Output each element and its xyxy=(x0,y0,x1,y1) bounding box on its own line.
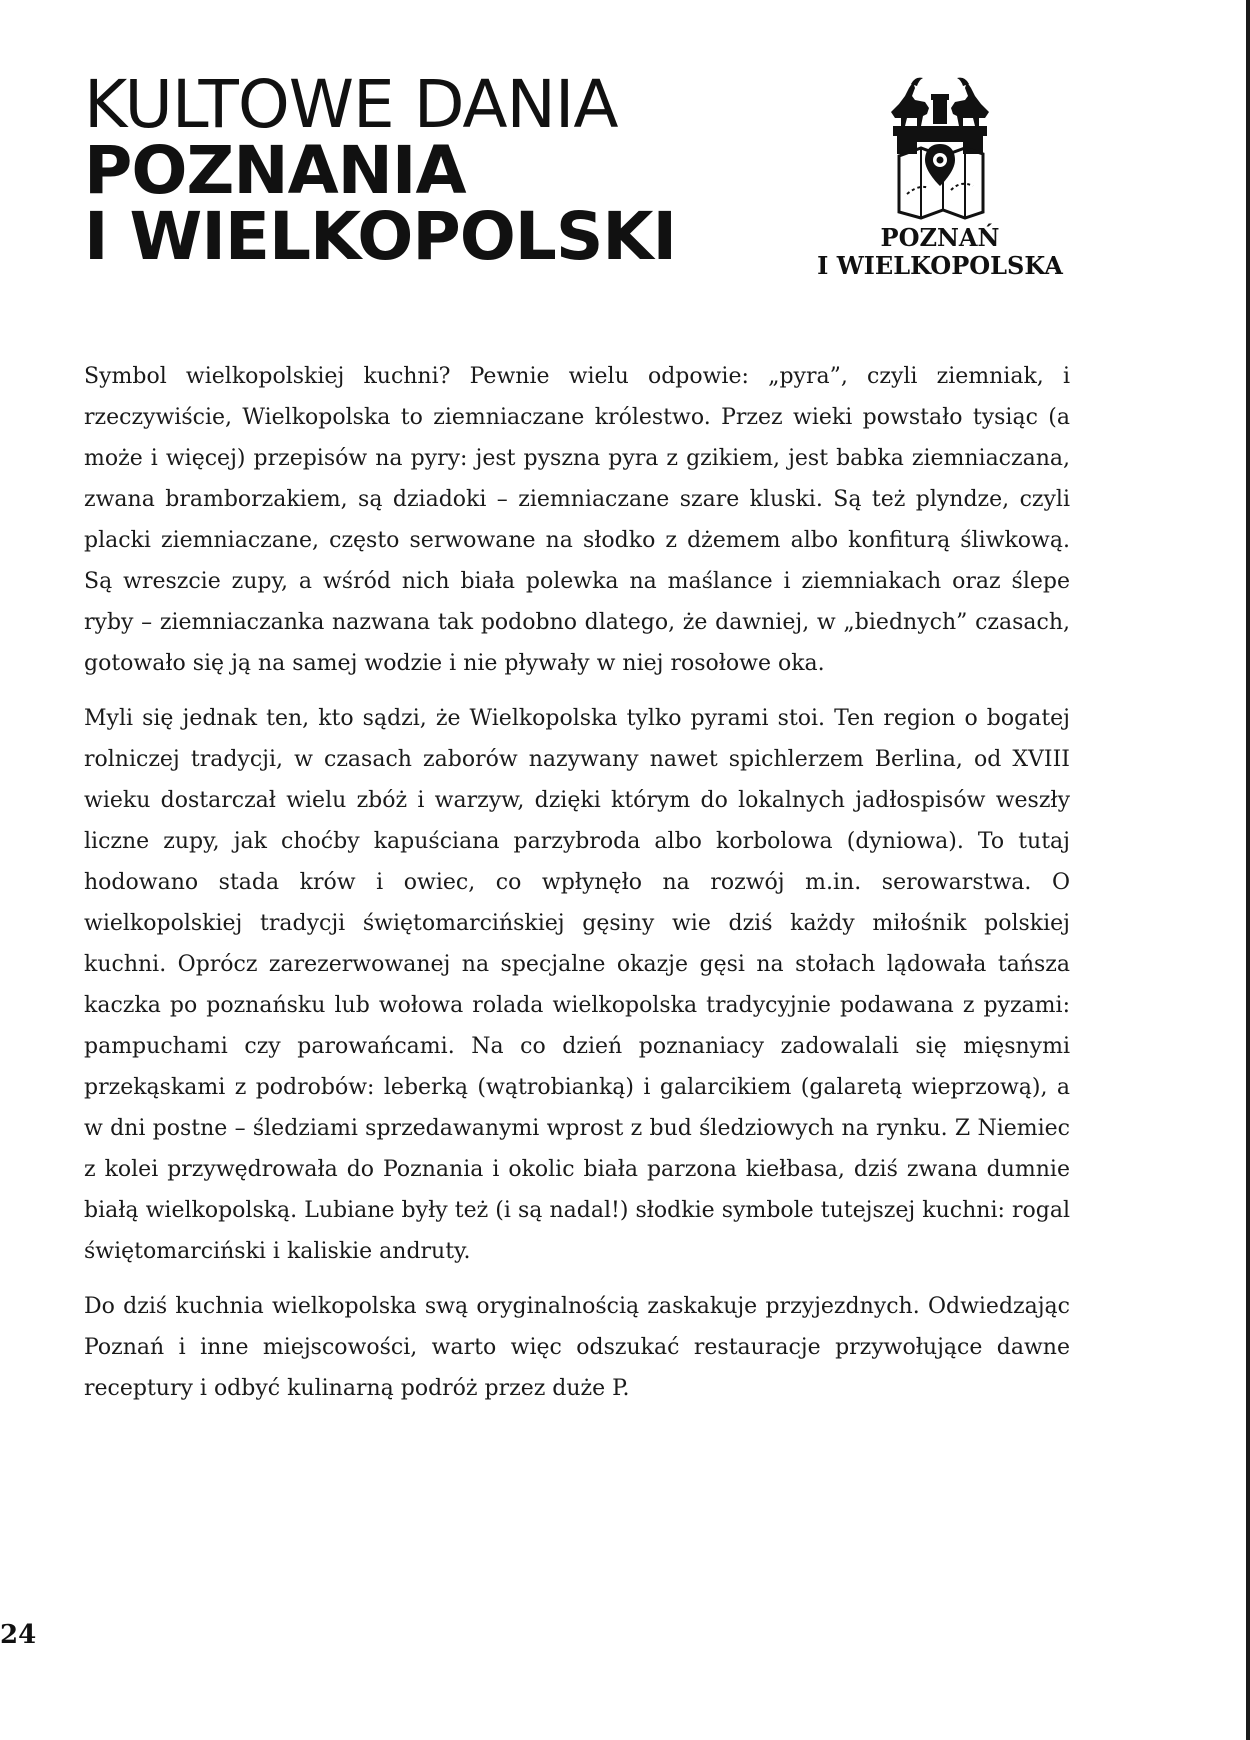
paragraph-1: Symbol wielkopolskiej kuchni? Pewnie wielu odpowie: „pyra”, czyli ziemniak, i rzeczywiście, Wielkopolska to ziemniaczane królestwo. Przez wieki powstało tysiąc (a może i więcej) przepisów na pyry: jest pyszna pyra z gzikiem, jest babka ziemniaczana, zwana bramborzakiem, są dziadoki – ziemniaczane szare kluski. Są też plyndze, czyli placki ziemniaczane, często serwowane na słodko z dżemem albo konfiturą śliwkową. Są wreszcie zupy, a wśród nich biała polewka na maślance i ziemniakach oraz ślepe ryby – ziemniaczanka nazwana tak podobno dlatego, że dawniej, w „biednych” czasach, gotowało się ją na samej wodzie i nie pływały w niej rosołowe oka. xyxy=(84,364,1070,676)
logo-text-line-1: POZNAŃ xyxy=(880,223,1000,252)
page-title xyxy=(84,66,704,275)
page-number: 24 xyxy=(0,1620,37,1650)
title-line-1: KULTOWE DANIA xyxy=(84,66,618,143)
logo-text-line-2: I WIELKOPOLSKA xyxy=(817,251,1063,280)
article-body xyxy=(84,356,1070,1423)
region-logo xyxy=(800,74,1080,294)
paragraph-3: Do dziś kuchnia wielkopolska swą oryginalnością zaskakuje przyjezdnych. Odwiedzając Poznań i inne miejscowości, warto więc odszukać restauracje przywołujące dawne receptury i odbyć kulinarną podróż przez duże P. xyxy=(84,1294,1070,1401)
paragraph-2: Myli się jednak ten, kto sądzi, że Wielkopolska tylko pyrami stoi. Ten region o bogatej rolniczej tradycji, w czasach zaborów nazywany nawet spichlerzem Berlina, od XVIII wieku dostarczał wielu zbóż i warzyw, dzięki którym do lokalnych jadłospisów weszły liczne zupy, jak choćby kapuściana parzybroda albo korbolowa (dyniowa). To tutaj hodowano stada krów i owiec, co wpłynęło na rozwój m.in. serowarstwa. O wielkopolskiej tradycji świętomarcińskiej gęsiny wie dziś każdy miłośnik polskiej kuchni. Oprócz zarezerwowanej na specjalne okazje gęsi na stołach lądowała tańsza kaczka po poznańsku lub wołowa rolada wielkopolska tradycyjnie podawana z pyzami: pampuchami czy parowańcami. Na co dzień poznaniacy zadowalali się mięsnymi przekąskami z podrobów: leberką (wątrobianką) i galarcikiem (galaretą wieprzową), a w dni postne – śledziami sprzedawanymi wprost z bud śledziowych na rynku. Z Niemiec z kolei przywędrowała do Poznania i okolic biała parzona kiełbasa, dziś zwana dumnie białą wielkopolską. Lubiane były też (i są nadal!) słodkie symbole tutejszej kuchni: rogal świętomarciński i kaliskie andruty. xyxy=(84,706,1070,1264)
page-edge-line xyxy=(1246,0,1250,1740)
title-line-3: I WIELKOPOLSKI xyxy=(84,198,677,275)
title-line-2: POZNANIA xyxy=(84,132,466,209)
goats-castle-map-pin-icon xyxy=(885,74,995,224)
logo-text xyxy=(800,224,1080,280)
